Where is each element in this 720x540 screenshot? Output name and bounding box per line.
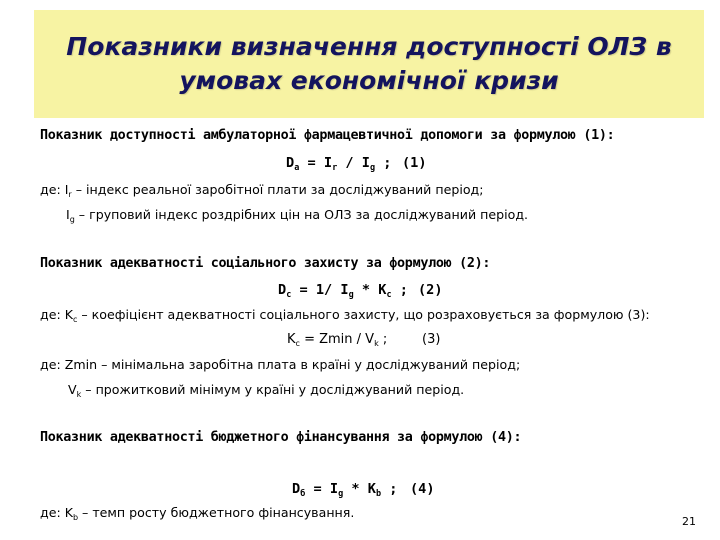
formula-4: $D_б = I_g * K_b$ ;	[292, 481, 398, 499]
section2-heading: Показник адекватності соціального захисту за формулою (2):	[40, 256, 491, 271]
section1-where-1: де: $I_r$ – індекс реальної заробітної плати за досліджуваний період;	[40, 182, 484, 199]
formula-1-number: (1)	[402, 155, 427, 171]
formula-3: $K_c = Zmin / V_k$ ;	[287, 332, 388, 348]
slide-title	[34, 30, 704, 98]
formula-2: $D_c = 1/$ $I_g * K_c$ ;	[278, 282, 408, 300]
title-line-1: Показники визначення доступності ОЛЗ в	[66, 32, 672, 61]
section2-where-1: де: $K_c$ – коефіцієнт адекватності соціального захисту, що розраховується за формулою (3):	[40, 307, 650, 324]
formula-3-number: (3)	[422, 332, 441, 347]
title-line-2: умовах економічної кризи	[179, 66, 559, 95]
section3-where-1: де: $K_b$ – темп росту бюджетного фінансування.	[40, 505, 355, 522]
page-number: 21	[682, 515, 696, 528]
section1-heading: Показник доступності амбулаторної фармацевтичної допомоги за формулою (1):	[40, 128, 615, 143]
section3-heading: Показник адекватності бюджетного фінансування за формулою (4):	[40, 430, 522, 445]
section1-where-2: $I_g$ – груповий індекс роздрібних цін на ОЛЗ за досліджуваний період.	[66, 207, 529, 224]
formula-1: $D_a = I_r / I_g$ ;	[286, 155, 392, 173]
formula-2-number: (2)	[418, 282, 443, 298]
formula-4-number: (4)	[410, 481, 435, 497]
section2-where-3: $V_k$ – прожитковий мінімум у країні у досліджуваний період.	[68, 382, 465, 399]
section2-where-2: де: Zmin – мінімальна заробітна плата в країні у досліджуваний період;	[40, 357, 521, 372]
